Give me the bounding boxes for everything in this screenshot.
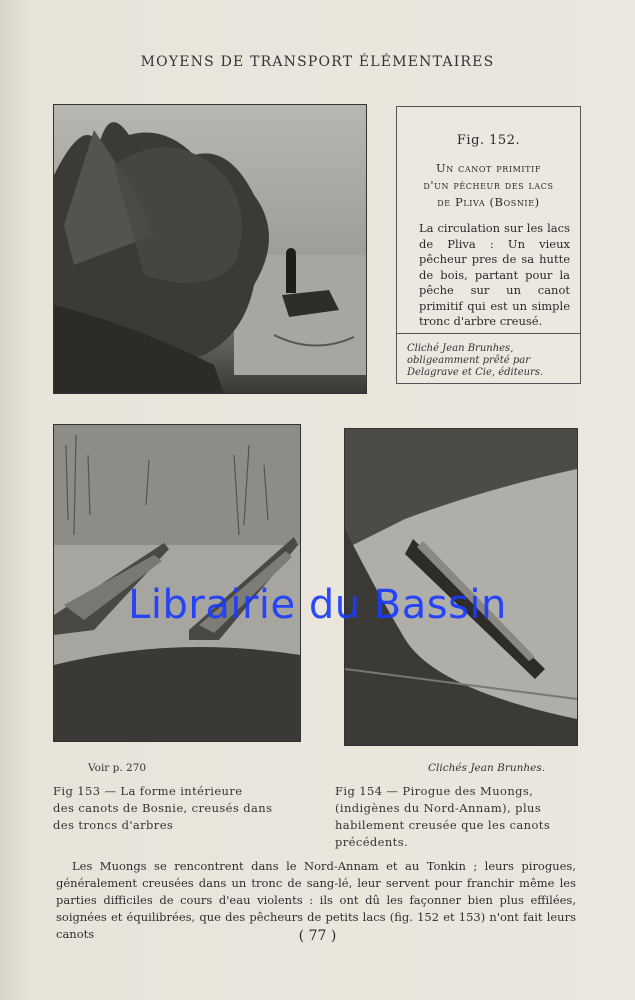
fig-152-title-line: de Pliva (Bosnie) [437, 195, 540, 209]
fig-154-caption-line: Fig 154 — Pirogue des Muongs, [335, 784, 534, 798]
caption-box-fig-152 [396, 106, 581, 384]
fig-152-description: La circulation sur les lacs de Pliva : Un vieux pêcheur pres de sa hutte de bois, partant pour la pêche sur un canot primitif qui est un simple tronc d'arbre creusé. [419, 221, 570, 328]
fig-154-caption-line: (indigènes du Nord-Annam), plus [335, 801, 542, 815]
page-header: MOYENS DE TRANSPORT ÉLÉMENTAIRES [140, 54, 495, 70]
fig-152-number: Fig. 152. [456, 133, 521, 148]
fig-154-caption-line: habilement creusée que les canots [335, 818, 551, 832]
see-page-reference: Voir p. 270 [88, 762, 147, 774]
fig-152-credit: Cliché Jean Brunhes, obligeamment prêté par Delagrave et Cie, éditeurs. [407, 343, 544, 378]
watermark-text: Librairie du Bassin [128, 582, 507, 628]
fig-153-caption-line: Fig 153 — La forme intérieure [53, 784, 243, 798]
fig-153-caption-line: des canots de Bosnie, creusés dans [53, 801, 273, 815]
fig-152-title [397, 160, 580, 211]
page-number: ( 77 ) [298, 928, 337, 944]
fig-152-title-line: d'un pêcheur des lacs [423, 178, 554, 192]
photo-fig-152 [53, 104, 367, 394]
fig-153-caption [53, 783, 303, 834]
fig-154-caption-line: précédents. [335, 835, 409, 849]
fig-154-caption [335, 783, 585, 851]
caption-divider [397, 333, 580, 334]
photo-credit: Clichés Jean Brunhes. [428, 762, 546, 774]
fig-152-title-line: Un canot primitif [436, 161, 541, 175]
body-paragraph: Les Muongs se rencontrent dans le Nord-Annam et au Tonkin ; leurs pirogues, généralement creusées dans un tronc de sang-lé, leur servent pour franchir même les parties difficiles de cours d'eau violents : ils ont dû les façonner bien plus effilées, soignées et équilibrées, que des pêcheurs de petits lacs (fig. 152 et 153) n'ont fait leurs canots [56, 859, 576, 941]
fig-153-caption-line: des troncs d'arbres [53, 818, 174, 832]
